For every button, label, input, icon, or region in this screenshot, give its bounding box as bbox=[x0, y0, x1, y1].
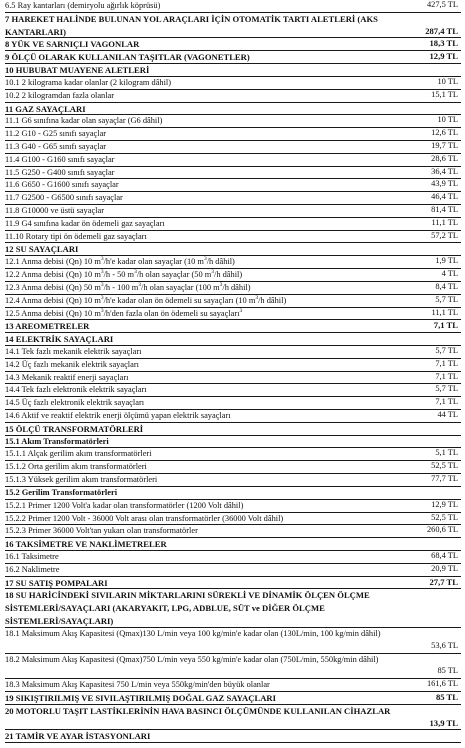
section-heading-row bbox=[5, 13, 461, 39]
row-label: 20 MOTORLU TAŞIT LASTİKLERİNİN HAVA BASINCI ÖLÇÜMÜNDE KULLANILAN CİHAZLAR bbox=[5, 705, 391, 716]
row-label-part: /h dâhil) bbox=[258, 295, 287, 305]
row-label: 15.1.1 Alçak gerilim akım transformatörleri bbox=[5, 449, 152, 459]
row-label: 10.2 2 kilogramdan fazla olanlar bbox=[5, 90, 115, 100]
fee-row bbox=[5, 231, 461, 244]
row-price: 11,1 TL bbox=[431, 217, 458, 227]
section-heading-row bbox=[5, 51, 461, 64]
row-label-part: 12.4 Anma debisi (Qn) 10 m bbox=[5, 295, 101, 305]
section-heading-row bbox=[5, 705, 461, 731]
fee-row bbox=[5, 372, 461, 385]
row-price: 36,4 TL bbox=[431, 166, 458, 176]
row-label-part: /h olan sayaçlar (100 m bbox=[141, 282, 220, 292]
row-label: 10.1 2 kilograma kadar olanlar (2 kilogram dâhil) bbox=[5, 77, 172, 87]
row-label: 18 SU HARİCİNDEKİ SIVILARIN MİKTARLARINI SÜREKLİ VE DİNAMİK ÖLÇEN ÖLÇME SİSTEMLERİ/SAYAÇLARI (AKARYAKIT, LPG, ADBLUE, SÜT ve DİĞER ÖLÇME SİSTEMLERİ/SAYAÇLARI) bbox=[5, 590, 370, 627]
row-label: 14.4 Tek fazlı elektronik elektrik sayaçları bbox=[5, 385, 147, 395]
subsection-heading-row bbox=[5, 487, 461, 500]
section-heading-row bbox=[5, 243, 461, 256]
fee-row bbox=[5, 308, 461, 321]
row-label-part: /h'e kadar olan sayaçlar (10 m bbox=[103, 257, 204, 267]
row-label: 19 SIKIŞTIRILMIŞ VE SIVILAŞTIRILMIŞ DOĞAL GAZ SAYAÇLARI bbox=[5, 692, 276, 703]
fee-row bbox=[5, 128, 461, 141]
row-label: 14.6 Aktif ve reaktif elektrik enerji ölçümü yapan elektrik sayaçları bbox=[5, 411, 231, 421]
row-label-part: 12.3 Anma debisi (Qn) 50 m bbox=[5, 282, 101, 292]
fee-row bbox=[5, 295, 461, 308]
row-price: 85 TL bbox=[437, 666, 458, 676]
row-price: 11,1 TL bbox=[431, 307, 458, 317]
section-heading-row bbox=[5, 692, 461, 705]
row-label: 15.1 Akım Transformatörleri bbox=[5, 436, 109, 446]
row-price: 10 TL bbox=[437, 115, 458, 125]
cubic-superscript: 3 bbox=[134, 269, 137, 276]
fee-row bbox=[5, 90, 461, 103]
cubic-superscript: 3 bbox=[138, 282, 142, 289]
cubic-superscript: 3 bbox=[255, 294, 259, 301]
row-label bbox=[5, 269, 461, 282]
row-label-part: /h dâhil) bbox=[222, 282, 251, 292]
row-price: 57,2 TL bbox=[431, 230, 458, 240]
fee-row bbox=[5, 564, 461, 577]
row-price: 18,3 TL bbox=[429, 38, 458, 49]
fee-row bbox=[5, 256, 461, 269]
row-label: 15.2 Gerilim Transformatörleri bbox=[5, 487, 118, 497]
cubic-superscript: 3 bbox=[211, 269, 214, 276]
fee-row bbox=[5, 679, 461, 692]
fee-row bbox=[5, 282, 461, 295]
fee-row bbox=[5, 410, 461, 423]
cubic-superscript: 3 bbox=[219, 282, 223, 289]
fee-row bbox=[5, 500, 461, 513]
section-heading-row bbox=[5, 589, 461, 627]
row-label: 11.8 G10000 ve üstü sayaçlar bbox=[5, 206, 105, 216]
fee-table bbox=[5, 0, 461, 743]
row-price: 43,9 TL bbox=[431, 179, 458, 189]
section-heading-row bbox=[5, 423, 461, 436]
fee-row bbox=[5, 77, 461, 90]
row-price: 46,4 TL bbox=[431, 192, 458, 202]
cubic-superscript: 3 bbox=[239, 307, 243, 314]
row-price: 20,9 TL bbox=[431, 563, 458, 573]
row-label bbox=[5, 295, 461, 308]
row-label: 18.3 Maksimum Akış Kapasitesi 750 L/min veya 550kg/min'den büyük olanlar bbox=[5, 680, 270, 690]
row-label: 14 ELEKTRİK SAYAÇLARI bbox=[5, 334, 114, 345]
fee-row bbox=[5, 654, 461, 680]
cubic-superscript: 3 bbox=[203, 256, 207, 263]
cubic-superscript: 3 bbox=[100, 294, 104, 301]
row-price: 44 TL bbox=[437, 410, 458, 419]
row-label-part: /h'den fazla olan ön ödemeli su sayaçları bbox=[103, 308, 240, 318]
row-label: 11.10 Rotary tipi ön ödemeli gaz sayaçları bbox=[5, 231, 147, 241]
row-label-part: 12.5 Anma debisi (Qn) 10 m bbox=[5, 308, 101, 318]
row-label-part: 12.1 Anma debisi (Qn) 10 m bbox=[5, 257, 101, 267]
row-price: 5,7 TL bbox=[435, 384, 458, 394]
row-price: 12,9 TL bbox=[429, 51, 458, 62]
fee-row bbox=[5, 192, 461, 205]
row-label bbox=[5, 308, 461, 321]
fee-row bbox=[5, 359, 461, 372]
row-label: 15.1.2 Orta gerilim akım transformatörleri bbox=[5, 462, 147, 472]
row-price: 5,7 TL bbox=[435, 294, 458, 304]
row-price: 12,6 TL bbox=[431, 128, 458, 138]
row-label: 8 YÜK VE SARNIÇLI VAGONLAR bbox=[5, 39, 140, 50]
fee-row bbox=[5, 269, 461, 282]
row-price: 161,6 TL bbox=[426, 679, 458, 689]
row-price: 5,7 TL bbox=[435, 345, 458, 355]
row-price: 53,6 TL bbox=[431, 640, 458, 650]
row-price: 1,9 TL bbox=[435, 256, 458, 266]
row-label bbox=[5, 282, 461, 295]
section-heading-row bbox=[5, 103, 461, 116]
row-label: 9 ÖLÇÜ OLARAK KULLANILAN TAŞITLAR (VAGONETLER) bbox=[5, 52, 250, 63]
row-label: 18.1 Maksimum Akış Kapasitesi (Qmax)130 L/min veya 100 kg/min'e kadar olan (130L/min, 100 kg/min dâhil) bbox=[5, 628, 381, 638]
row-label-part: /h - 50 m bbox=[103, 270, 135, 280]
fee-row bbox=[5, 167, 461, 180]
fee-row bbox=[5, 179, 461, 192]
row-label: 11.3 G40 - G65 sınıfı sayaçlar bbox=[5, 141, 107, 151]
fee-row bbox=[5, 551, 461, 564]
fee-row bbox=[5, 384, 461, 397]
section-heading-row bbox=[5, 538, 461, 551]
row-label: 21 TAMİR VE AYAR İSTASYONLARI bbox=[5, 731, 151, 742]
cubic-superscript: 3 bbox=[100, 269, 104, 276]
fee-row bbox=[5, 346, 461, 359]
row-label-part: /h dâhil) bbox=[214, 270, 243, 280]
row-price: 28,6 TL bbox=[431, 153, 458, 163]
row-label: 14.2 Üç fazlı mekanik elektrik sayaçları bbox=[5, 359, 139, 369]
row-price: 27,7 TL bbox=[429, 576, 458, 587]
fee-row bbox=[5, 0, 461, 13]
row-label: 11.4 G100 - G160 sınıfı sayaçlar bbox=[5, 154, 115, 164]
cubic-superscript: 3 bbox=[100, 307, 104, 314]
row-label: 14.1 Tek fazlı mekanik elektrik sayaçları bbox=[5, 346, 142, 356]
row-label: 11 GAZ SAYAÇLARI bbox=[5, 103, 86, 114]
row-label: 11.1 G6 sınıfına kadar olan sayaçlar (G6 dâhil) bbox=[5, 116, 163, 126]
row-price: 4 TL bbox=[441, 269, 458, 279]
fee-row bbox=[5, 205, 461, 218]
row-label: 15.2.1 Primer 1200 Volt'a kadar olan transformatörler (1200 Volt dâhil) bbox=[5, 500, 244, 510]
fee-row bbox=[5, 513, 461, 526]
row-label: 16.1 Taksimetre bbox=[5, 551, 59, 561]
cubic-superscript: 3 bbox=[100, 282, 104, 289]
row-label-part: /h dâhil) bbox=[206, 257, 235, 267]
section-heading-row bbox=[5, 64, 461, 77]
fee-row bbox=[5, 448, 461, 461]
row-price: 77,7 TL bbox=[431, 474, 458, 484]
section-heading-row bbox=[5, 320, 461, 333]
row-price: 13,9 TL bbox=[429, 717, 458, 728]
row-price: 81,4 TL bbox=[431, 205, 458, 214]
row-price: 10 TL bbox=[437, 76, 458, 86]
row-price: 5,1 TL bbox=[435, 448, 458, 458]
fee-row bbox=[5, 397, 461, 410]
row-price: 7,1 TL bbox=[433, 320, 458, 331]
row-label: 18.2 Maksimum Akış Kapasitesi (Qmax)750 L/min veya 550 kg/min'e kadar olan (750L/min, 550kg/min dâhil) bbox=[5, 654, 379, 664]
row-label: 11.2 G10 - G25 sınıfı sayaçlar bbox=[5, 129, 107, 139]
row-label: 7 HAREKET HALİNDE BULUNAN YOL ARAÇLARI İÇİN OTOMATİK TARTI ALETLERİ (AKS KANTARLARI) bbox=[5, 13, 378, 37]
row-label: 14.3 Mekanik reaktif enerji sayaçları bbox=[5, 372, 129, 382]
fee-row bbox=[5, 115, 461, 128]
row-label: 15.2.3 Primer 36000 Volt'tan yukarı olan transformatörler bbox=[5, 526, 198, 536]
row-label: 13 AREOMETRELER bbox=[5, 321, 90, 332]
row-label: 15 ÖLÇÜ TRANSFORMATÖRLERİ bbox=[5, 423, 144, 434]
row-label: 11.7 G2500 - G6500 sınıfı sayaçlar bbox=[5, 193, 123, 203]
row-label: 15.1.3 Yüksek gerilim akım transformatörleri bbox=[5, 475, 158, 485]
row-label-part: /h olan sayaçlar (50 m bbox=[136, 270, 212, 280]
fee-row bbox=[5, 218, 461, 231]
row-price: 52,5 TL bbox=[431, 461, 458, 471]
row-label: 17 SU SATIŞ POMPALARI bbox=[5, 577, 108, 588]
subsection-heading-row bbox=[5, 436, 461, 449]
row-label: 10 HUBUBAT MUAYENE ALETLERİ bbox=[5, 65, 150, 76]
row-price: 260,6 TL bbox=[426, 525, 458, 535]
row-price: 7,1 TL bbox=[435, 358, 458, 368]
row-label: 6.5 Ray kantarları (demiryolu ağırlık köprüsü) bbox=[5, 1, 161, 10]
section-heading-row bbox=[5, 730, 461, 743]
fee-row bbox=[5, 628, 461, 654]
row-price: 7,1 TL bbox=[435, 397, 458, 407]
cubic-superscript: 3 bbox=[100, 256, 104, 263]
row-price: 7,1 TL bbox=[435, 371, 458, 381]
row-price: 8,4 TL bbox=[435, 281, 458, 291]
fee-row bbox=[5, 154, 461, 167]
fee-row bbox=[5, 141, 461, 154]
row-label bbox=[5, 256, 461, 269]
fee-row bbox=[5, 525, 461, 538]
row-label-part: 12.2 Anma debisi (Qn) 10 m bbox=[5, 270, 101, 280]
row-price: 68,4 TL bbox=[431, 550, 458, 560]
row-price: 12,9 TL bbox=[431, 499, 458, 509]
row-label: 14.5 Üç fazlı elektronik elektrik sayaçları bbox=[5, 398, 145, 408]
row-price: 85 TL bbox=[435, 691, 458, 702]
row-label: 16 TAKSİMETRE VE NAKLİMETRELER bbox=[5, 539, 167, 550]
section-heading-row bbox=[5, 38, 461, 51]
row-label: 12 SU SAYAÇLARI bbox=[5, 244, 79, 255]
row-label: 15.2.2 Primer 1200 Volt - 36000 Volt arası olan transformatörler (36000 Volt dâhil) bbox=[5, 513, 284, 523]
row-price: 15,1 TL bbox=[431, 89, 458, 99]
row-label: 11.5 G250 - G400 sınıfı sayaçlar bbox=[5, 167, 115, 177]
row-price: 52,5 TL bbox=[431, 512, 458, 522]
row-label: 11.6 G650 - G1600 sınıfı sayaçlar bbox=[5, 180, 119, 190]
fee-row bbox=[5, 474, 461, 487]
section-heading-row bbox=[5, 577, 461, 590]
fee-row bbox=[5, 461, 461, 474]
row-price: 287,4 TL bbox=[425, 25, 458, 36]
row-price: 427,5 TL bbox=[426, 0, 458, 9]
row-price: 19,7 TL bbox=[431, 140, 458, 150]
row-label-part: /h - 100 m bbox=[103, 282, 139, 292]
row-label: 16.2 Naklimetre bbox=[5, 564, 60, 574]
row-label-part: /h'e kadar olan ön ödemeli su sayaçları (10 m bbox=[103, 295, 256, 305]
section-heading-row bbox=[5, 333, 461, 346]
row-label: 11.9 G4 sınıfına kadar ön ödemeli gaz sayaçları bbox=[5, 218, 165, 228]
